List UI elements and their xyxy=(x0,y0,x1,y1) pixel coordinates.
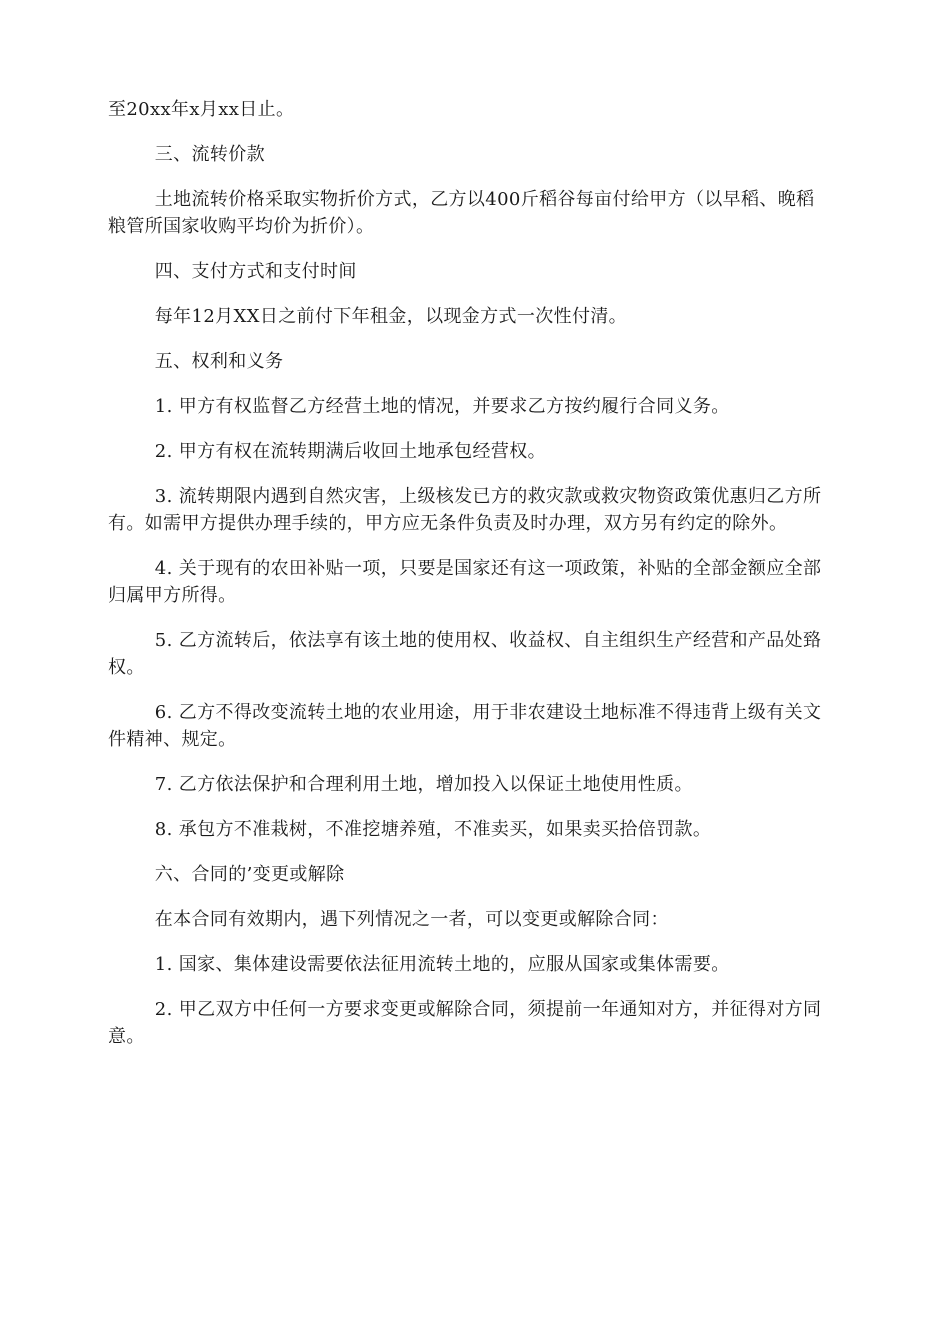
heading-rights-obligations: 五、权利和义务 xyxy=(154,351,284,372)
paragraph-transfer-price: 土地流转价格采取实物折价方式，乙方以400斤稻谷每亩付给甲方（以早稻、晚稻粮管所国家收购平均价为折价）。 xyxy=(108,189,815,237)
clause-item-6: 6. 乙方不得改变流转土地的农业用途，用于非农建设土地标准不得违背上级有关文件精神、规定。 xyxy=(108,702,822,750)
paragraph-payment: 每年12月XX日之前付下年租金，以现金方式一次性付清。 xyxy=(154,306,628,327)
heading-transfer-price: 三、流转价款 xyxy=(154,144,265,165)
clause-item-2: 2. 甲方有权在流转期满后收回土地承包经营权。 xyxy=(154,441,546,462)
condition-item-1: 1. 国家、集体建设需要依法征用流转土地的，应服从国家或集体需要。 xyxy=(154,954,730,975)
paragraph-change-conditions: 在本合同有效期内，遇下列情况之一者，可以变更或解除合同： xyxy=(154,909,669,930)
paragraph-term-end: 至20xx年x月xx日止。 xyxy=(108,99,295,120)
clause-item-4: 4. 关于现有的农田补贴一项，只要是国家还有这一项政策，补贴的全部金额应全部归属甲方所得。 xyxy=(108,558,822,606)
clause-item-1: 1. 甲方有权监督乙方经营土地的情况，并要求乙方按约履行合同义务。 xyxy=(154,396,730,417)
condition-item-2: 2. 甲乙双方中任何一方要求变更或解除合同，须提前一年通知对方，并征得对方同意。 xyxy=(108,999,822,1047)
heading-payment: 四、支付方式和支付时间 xyxy=(154,261,357,282)
heading-change-termination: 六、合同的’变更或解除 xyxy=(154,864,345,885)
clause-item-7: 7. 乙方依法保护和合理利用土地，增加投入以保证土地使用性质。 xyxy=(154,774,693,795)
clause-item-8: 8. 承包方不准栽树，不准挖塘养殖，不准卖买，如果卖买拾倍罚款。 xyxy=(154,819,712,840)
clause-item-5: 5. 乙方流转后，依法享有该土地的使用权、收益权、自主组织生产经营和产品处臵权。 xyxy=(108,630,822,678)
clause-item-3: 3. 流转期限内遇到自然灾害，上级核发已方的救灾款或救灾物资政策优惠归乙方所有。如需甲方提供办理手续的，甲方应无条件负责及时办理，双方另有约定的除外。 xyxy=(108,486,822,534)
